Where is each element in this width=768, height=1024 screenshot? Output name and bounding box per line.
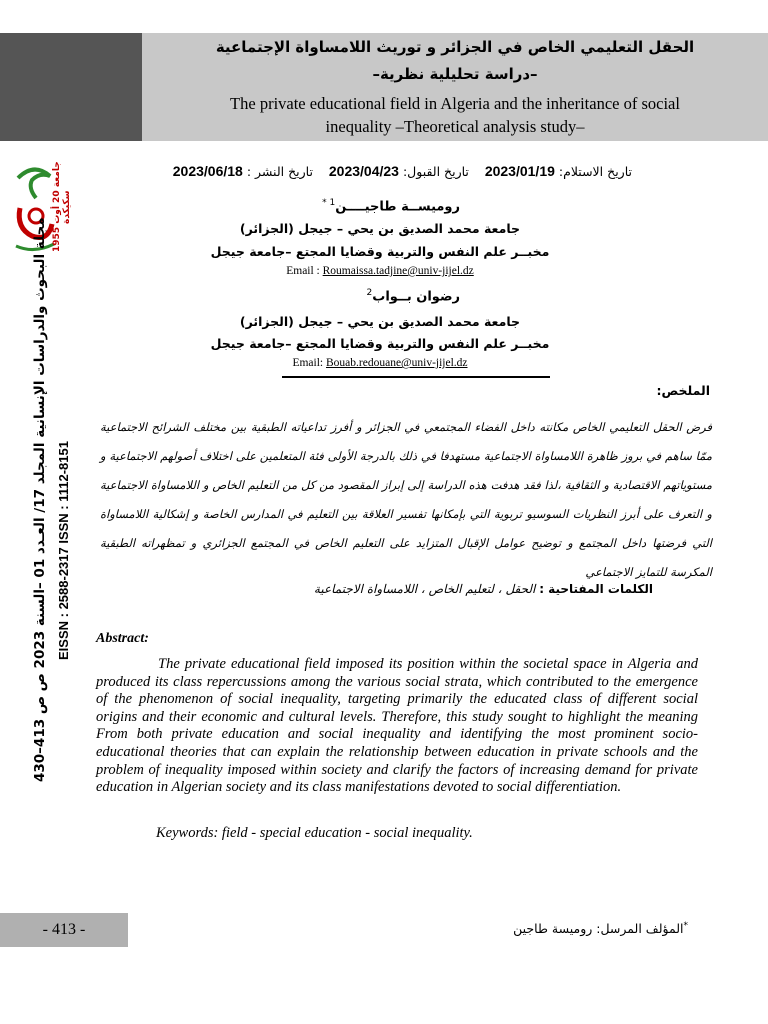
author-1-email: [195, 265, 565, 277]
header-divider: [282, 376, 550, 378]
title-english-line1: The private educational field in Algeria and the inheritance of social: [230, 94, 680, 113]
title-english: [160, 92, 750, 138]
author-1-sup: 1 *: [322, 198, 336, 208]
abstract-arabic-text: فرض الحقل التعليمي الخاص مكانته داخل الفضاء المجتمعي في الجزائر و أفرز تداعياته الطبقية بين مختلف الشرائح الاجتماعية ممّا ساهم في بروز ظاهرة اللامساواة الاجتماعية مستهدفا في ذلك بالدرجة الأولى فئة المتعلمين على اختلاف أصولهم الاجتماعية و مستوياتهم الاقتصادية و الثقافية ،لذا فقد هدفت هذه الدراسة إلى إبراز المقصود من كل من التعليم الخاص و اللامساواة الاجتماعية و التعرف على أبرز النظريات السوسيو تربوية التي بإمكانها تفسير العلاقة بين التعليم في المدارس الخاصة و إشكالية اللامساواة التي فرضتها داخل المجتمع و توضيح عوامل الإقبال المتزايد على التعليم الخاص في المجتمع الجزائري و تمظهراته الطبقية المكرسة للتمايز الاجتماعي: [100, 420, 712, 579]
author-1-affiliation: جامعة محمد الصديق بن يحي – جيجل (الجزائر): [239, 221, 521, 236]
accepted-label: تاريخ القبول:: [402, 164, 469, 179]
author-2-email-link[interactable]: Bouab.redouane@univ-jijel.dz: [326, 357, 468, 369]
author-2-name-text: رضوان بــواب: [372, 289, 460, 305]
corresponding-name: روميسة طاجين: [513, 921, 593, 937]
author-2-lab: مخبــر علم النفس والتربية وقضايا المجتع –جامعة جيجل: [210, 336, 550, 351]
keywords-english: Keywords: field - special education - social inequality.: [156, 825, 473, 841]
author-1-name: [322, 198, 460, 214]
published-date: 2023/06/18: [172, 163, 243, 179]
accepted-date: 2023/04/23: [328, 163, 399, 179]
issn-vertical: EISSN : 2588-2317 ISSN : 1112-8151: [56, 441, 71, 660]
published-label: تاريخ النشر :: [246, 164, 313, 179]
corresponding-sup: *: [683, 921, 688, 931]
author-2-name: [367, 288, 460, 304]
abstract-english-heading: Abstract:: [96, 631, 149, 646]
author-2-email: [195, 357, 565, 369]
keywords-arabic-label: الكلمات المفتاحية :: [539, 582, 653, 596]
author-1-name-text: روميســة طاجيــــن: [335, 199, 460, 215]
received-label: تاريخ الاستلام:: [558, 164, 632, 179]
submission-dates: [173, 163, 632, 179]
abstract-english-text: The private educational field imposed its position within the societal space in Algeria and produced its class repercussions among the various social strata, which contributed to the emergence of the phenomenon of social inequality, targeting primarily the educated class of different social origins and their economic and cultural levels. Therefore, this study sought to highlight the meaning From both private education and social inequality and identifying the most prominent socio-educational theories that can explain the relationship between education in private schools and the problem of inequality imposed within society and clarify the factors of increasing demand for private education in Algerian society and its class manifestations devoted to social differentiation.: [96, 656, 698, 796]
received-date: 2023/01/19: [484, 163, 555, 179]
email-label: Email:: [292, 357, 324, 369]
journal-info-vertical: مجلة البحوث والدراسات الإنسانية المجلد 17/ العـدد 01 –السنة 2023 ص ص 413–430: [32, 217, 48, 782]
subtitle-arabic: –دراسة تحليلية نظرية–: [372, 65, 538, 83]
keywords-arabic-text: الحقل ، لتعليم الخاص ، اللامساواة الاجتماعية: [313, 582, 536, 596]
author-1-lab: مخبــر علم النفس والتربية وقضايا المجتع –جامعة جيجل: [210, 244, 550, 259]
corresponding-label: المؤلف المرسل:: [596, 921, 684, 937]
author-1-email-link[interactable]: Roumaissa.tadjine@univ-jijel.dz: [322, 265, 474, 277]
page-number: - 413 -: [42, 921, 86, 938]
header-dark-block: [0, 33, 142, 141]
author-2-affiliation: جامعة محمد الصديق بن يحي – جيجل (الجزائر): [239, 314, 521, 329]
corresponding-author: [513, 921, 688, 936]
email-label: Email :: [286, 265, 320, 277]
keywords-arabic: [314, 582, 653, 596]
title-english-line2: inequality –Theoretical analysis study–: [325, 117, 585, 136]
title-arabic: الحقل التعليمي الخاص في الجزائر و توريث اللامساواة الإجتماعية: [215, 38, 695, 56]
logo-university-text: جامعة 20 أوت 1955 سكيكدة: [52, 161, 72, 253]
abstract-arabic-heading: الملخص:: [656, 383, 710, 398]
author-2-sup: 2: [366, 288, 373, 298]
